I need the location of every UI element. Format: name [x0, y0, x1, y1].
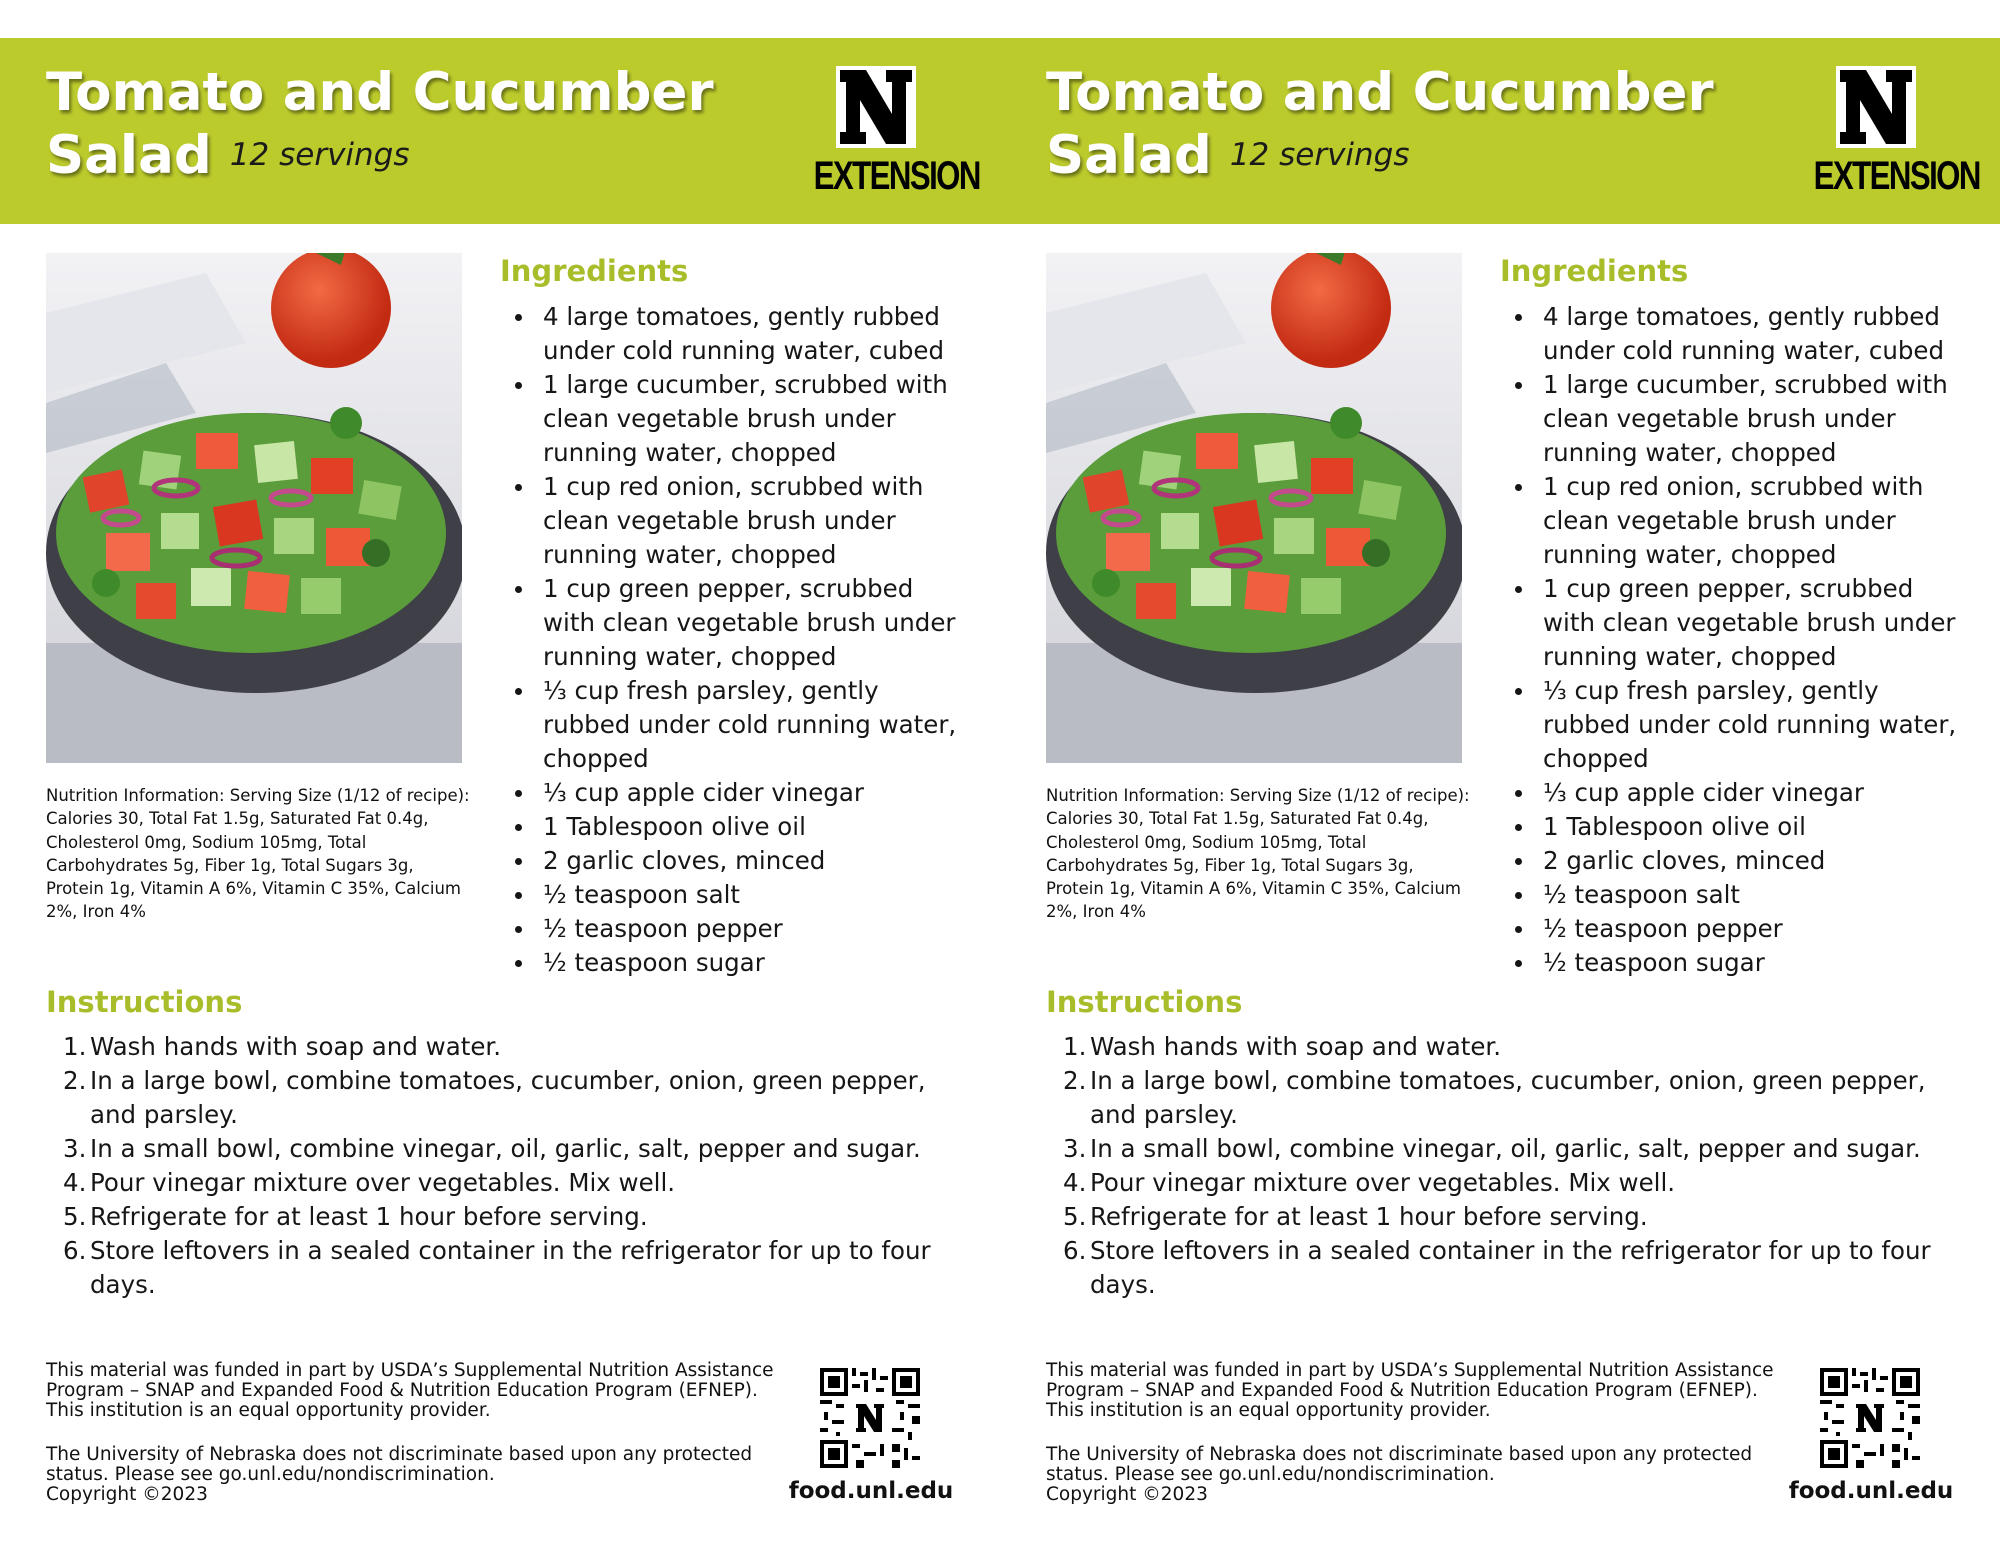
instruction-text: Wash hands with soap and water.: [1090, 1032, 1502, 1061]
nebraska-n-icon: [1836, 66, 1916, 148]
ingredients-list: [1510, 300, 1965, 980]
title-line-1: Tomato and Cucumber: [1046, 62, 1714, 123]
instruction-text: Store leftovers in a sealed container in the refrigerator for up to four days.: [1090, 1236, 1931, 1299]
recipe-title: [46, 62, 766, 187]
instruction-step: 4. Pour vinegar mixture over vegetables. Mix well.: [1063, 1168, 1676, 1197]
ingredient-item: ⅓ cup apple cider vinegar: [510, 776, 965, 810]
ingredient-item: 1 cup red onion, scrubbed with clean vegetable brush under running water, chopped: [1510, 470, 1965, 572]
salad-bowl-image: [1046, 253, 1462, 763]
nebraska-n-icon: [836, 66, 916, 148]
title-line-2-text: Salad: [46, 125, 212, 186]
instruction-text: In a large bowl, combine tomatoes, cucumber, onion, green pepper, and parsley.: [90, 1066, 926, 1129]
nebraska-extension-logo: [1796, 66, 1980, 206]
instruction-step: 6. Store leftovers in a sealed container in the refrigerator for up to four days.: [1063, 1236, 1931, 1299]
instruction-step: 3. In a small bowl, combine vinegar, oil, garlic, salt, pepper and sugar.: [63, 1134, 921, 1163]
instruction-text: In a large bowl, combine tomatoes, cucumber, onion, green pepper, and parsley.: [1090, 1066, 1926, 1129]
ingredient-item: ½ teaspoon pepper: [1510, 912, 1965, 946]
ingredient-item: 2 garlic cloves, minced: [510, 844, 965, 878]
ingredient-item: ⅓ cup fresh parsley, gently rubbed under cold running water, chopped: [1510, 674, 1965, 776]
nondiscrimination-text: The University of Nebraska does not discriminate based upon any protected status. Please see go.unl.edu/nondiscrimination.: [46, 1444, 753, 1485]
nondiscrimination-statement: [46, 1445, 786, 1505]
website-link[interactable]: food.unl.edu: [788, 1478, 954, 1504]
nutrition-information: Nutrition Information: Serving Size (1/12 of recipe): Calories 30, Total Fat 1.5g, Saturated Fat 0.4g, Cholesterol 0mg, Sodium 105mg, Total Carbohydrates 5g, Fiber 1g, Total Sugars 3g, Protein 1g, Vitamin A 6%, Vitamin C 35%, Calcium 2%, Iron 4%: [1046, 786, 1470, 922]
ingredient-item: 1 Tablespoon olive oil: [1510, 810, 1965, 844]
ingredient-item: 1 Tablespoon olive oil: [510, 810, 965, 844]
ingredient-item: 4 large tomatoes, gently rubbed under cold running water, cubed: [510, 300, 965, 368]
ingredient-item: 1 cup green pepper, scrubbed with clean vegetable brush under running water, chopped: [1510, 572, 1965, 674]
title-line-2-text: Salad: [1046, 125, 1212, 186]
ingredient-item: 1 cup red onion, scrubbed with clean vegetable brush under running water, chopped: [510, 470, 965, 572]
instruction-text: In a small bowl, combine vinegar, oil, garlic, salt, pepper and sugar.: [1090, 1134, 1921, 1163]
instruction-step: 2. In a large bowl, combine tomatoes, cucumber, onion, green pepper, and parsley.: [63, 1066, 926, 1129]
extension-wordmark: EXTENSION: [1813, 154, 1980, 198]
instruction-text: Pour vinegar mixture over vegetables. Mix well.: [1090, 1168, 1676, 1197]
ingredient-item: ⅓ cup apple cider vinegar: [1510, 776, 1965, 810]
instruction-text: Refrigerate for at least 1 hour before serving.: [90, 1202, 648, 1231]
funding-statement: This material was funded in part by USDA’s Supplemental Nutrition Assistance Program – SNAP and Expanded Food & Nutrition Education Program (EFNEP). This institution is an equal opportunity provider.: [46, 1360, 774, 1421]
instruction-text: Refrigerate for at least 1 hour before serving.: [1090, 1202, 1648, 1231]
ingredient-item: ½ teaspoon pepper: [510, 912, 965, 946]
instruction-step: 5. Refrigerate for at least 1 hour before serving.: [1063, 1202, 1648, 1231]
ingredient-item: ½ teaspoon salt: [510, 878, 965, 912]
instruction-step: 2. In a large bowl, combine tomatoes, cucumber, onion, green pepper, and parsley.: [1063, 1066, 1926, 1129]
nebraska-extension-logo: [796, 66, 980, 206]
instructions-list: [1060, 1030, 1960, 1302]
servings-label: 12 servings: [1229, 137, 1410, 173]
title-line-1: Tomato and Cucumber: [46, 62, 714, 123]
copyright: Copyright ©2023: [1046, 1484, 1208, 1505]
salad-photo: [46, 253, 462, 763]
ingredient-item: 1 large cucumber, scrubbed with clean vegetable brush under running water, chopped: [1510, 368, 1965, 470]
servings-label: 12 servings: [229, 137, 410, 173]
ingredients-heading: Ingredients: [500, 254, 689, 288]
nutrition-information: Nutrition Information: Serving Size (1/12 of recipe): Calories 30, Total Fat 1.5g, Saturated Fat 0.4g, Cholesterol 0mg, Sodium 105mg, Total Carbohydrates 5g, Fiber 1g, Total Sugars 3g, Protein 1g, Vitamin A 6%, Vitamin C 35%, Calcium 2%, Iron 4%: [46, 786, 470, 922]
instruction-step: 6. Store leftovers in a sealed container in the refrigerator for up to four days.: [63, 1236, 931, 1299]
extension-wordmark: EXTENSION: [813, 154, 980, 198]
copyright: Copyright ©2023: [46, 1484, 208, 1505]
ingredient-item: 1 cup green pepper, scrubbed with clean vegetable brush under running water, chopped: [510, 572, 965, 674]
ingredients-heading: Ingredients: [1500, 254, 1689, 288]
ingredients-list: [510, 300, 965, 980]
instruction-step: 5. Refrigerate for at least 1 hour before serving.: [63, 1202, 648, 1231]
salad-photo: [1046, 253, 1462, 763]
ingredient-item: 4 large tomatoes, gently rubbed under cold running water, cubed: [1510, 300, 1965, 368]
salad-bowl-image: [46, 253, 462, 763]
instruction-step: 1. Wash hands with soap and water.: [63, 1032, 502, 1061]
nondiscrimination-statement: [1046, 1445, 1786, 1505]
ingredient-item: ⅓ cup fresh parsley, gently rubbed under cold running water, chopped: [510, 674, 965, 776]
instruction-text: In a small bowl, combine vinegar, oil, garlic, salt, pepper and sugar.: [90, 1134, 921, 1163]
qr-code-icon: [1820, 1368, 1920, 1468]
instruction-text: Store leftovers in a sealed container in the refrigerator for up to four days.: [90, 1236, 931, 1299]
website-link[interactable]: food.unl.edu: [1788, 1478, 1954, 1504]
recipe-card-right: [1000, 0, 2000, 1545]
ingredient-item: 1 large cucumber, scrubbed with clean vegetable brush under running water, chopped: [510, 368, 965, 470]
title-line-2: [1046, 124, 1766, 187]
instruction-text: Wash hands with soap and water.: [90, 1032, 502, 1061]
ingredient-item: ½ teaspoon sugar: [510, 946, 965, 980]
instructions-list: [60, 1030, 960, 1302]
ingredient-item: 2 garlic cloves, minced: [1510, 844, 1965, 878]
title-line-2: [46, 124, 766, 187]
ingredient-item: ½ teaspoon salt: [1510, 878, 1965, 912]
nondiscrimination-text: The University of Nebraska does not discriminate based upon any protected status. Please see go.unl.edu/nondiscrimination.: [1046, 1444, 1753, 1485]
funding-statement: This material was funded in part by USDA’s Supplemental Nutrition Assistance Program – SNAP and Expanded Food & Nutrition Education Program (EFNEP). This institution is an equal opportunity provider.: [1046, 1360, 1774, 1421]
instructions-heading: Instructions: [1046, 985, 1243, 1019]
qr-code-icon: [820, 1368, 920, 1468]
instruction-step: 3. In a small bowl, combine vinegar, oil, garlic, salt, pepper and sugar.: [1063, 1134, 1921, 1163]
recipe-title: [1046, 62, 1766, 187]
instruction-step: 4. Pour vinegar mixture over vegetables. Mix well.: [63, 1168, 676, 1197]
ingredient-item: ½ teaspoon sugar: [1510, 946, 1965, 980]
instruction-text: Pour vinegar mixture over vegetables. Mix well.: [90, 1168, 676, 1197]
instruction-step: 1. Wash hands with soap and water.: [1063, 1032, 1502, 1061]
instructions-heading: Instructions: [46, 985, 243, 1019]
